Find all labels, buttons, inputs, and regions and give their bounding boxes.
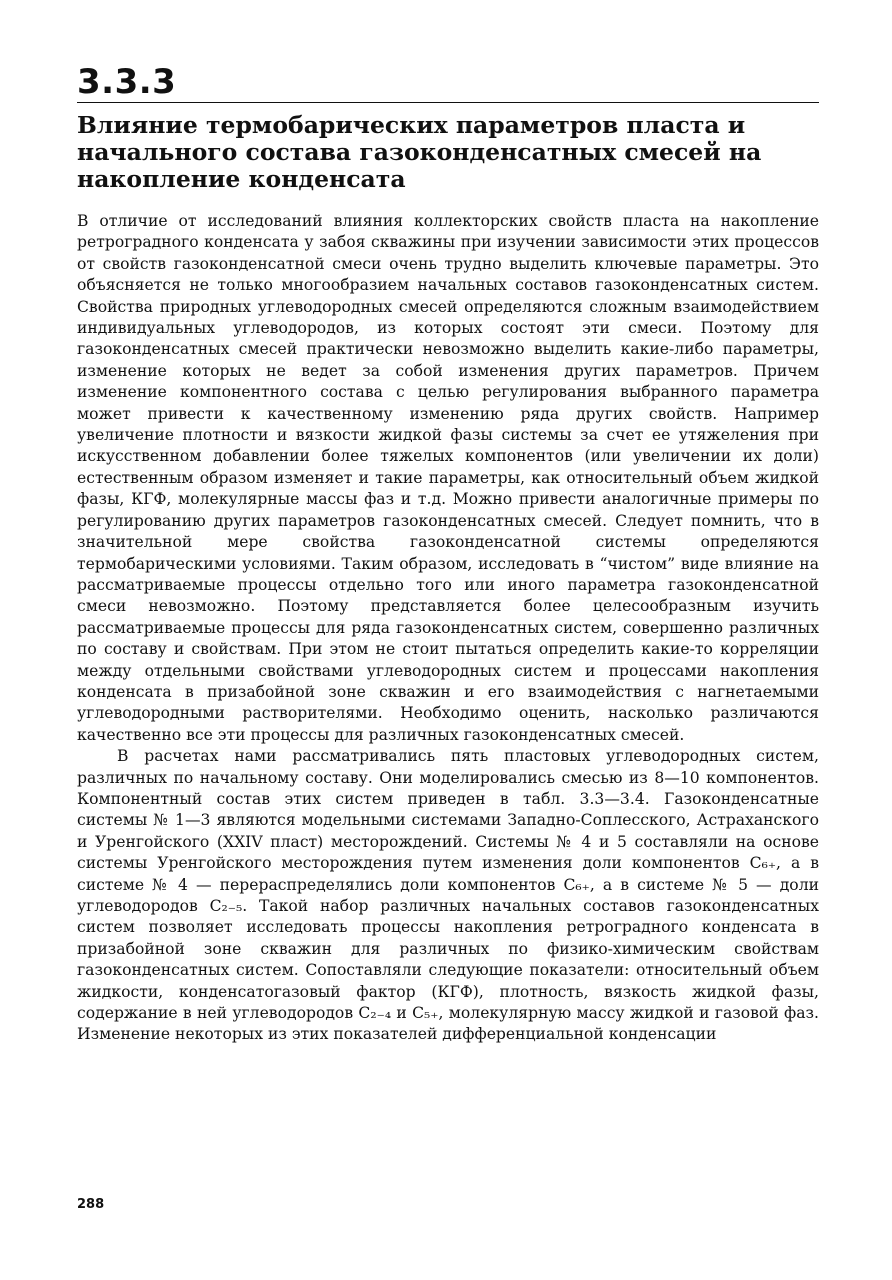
section-title: Влияние термобарических параметров пласта и начального состава газоконденсатных смесей на накопление конденсата [77, 111, 762, 193]
paragraph-2: В расчетах нами рассматривались пять пластовых углеводородных систем, различных по начальному составу. Они моделировались смесью из 8—10 компонентов. Компонентный состав этих систем приведен в табл. 3.3—3.4. Газоконденсатные системы № 1—3 являются модельными системами Западно-Соплесского, Астраханского и Уренгойского (XXIV пласт) месторождений. Системы № 4 и 5 составляли на основе системы Уренгойского месторождения путем изменения доли компонентов C₆₊, а в системе № 4 — перераспределялись доли компонентов C₆₊, а в системе № 5 — доли углеводородов C₂₋₅. Такой набор различных начальных составов газоконденсатных систем позволяет исследовать процессы накопления ретроградного конденсата в призабойной зоне скважин для различных по физико-химическим свойствам газоконденсатных систем. Сопоставляли следующие показатели: относительный объем жидкости, конденсатогазовый фактор (КГФ), плотность, вязкость жидкой фазы, содержание в ней углеводородов C₂₋₄ и C₅₊, молекулярную массу жидкой и газовой фаз. Изменение некоторых из этих показателей дифференциальной конденсации [77, 747, 819, 1044]
paragraph-1: В отличие от исследований влияния коллекторских свойств пласта на накопление ретроградного конденсата у забоя скважины при изучении зависимости этих процессов от свойств газоконденсатной смеси очень трудно выделить ключевые параметры. Это объясняется не только многообразием начальных составов газоконденсатных систем. Свойства природных углеводородных смесей определяются сложным взаимодействием индивидуальных углеводородов, из которых состоят эти смеси. Поэтому для газоконденсатных смесей практически невозможно выделить какие-либо параметры, изменение которых не ведет за собой изменения других параметров. Причем изменение компонентного состава с целью регулирования выбранного параметра может привести к качественному изменению ряда других свойств. Например увеличение плотности и вязкости жидкой фазы системы за счет ее утяжеления при искусственном добавлении более тяжелых компонентов (или увеличении их доли) естественным образом изменяет и такие параметры, как относительный объем жидкой фазы, КГФ, молекулярные массы фаз и т.д. Можно привести аналогичные примеры по регулированию других параметров газоконденсатных смесей. Следует помнить, что в значительной мере свойства газоконденсатной системы определяются термобарическими условиями. Таким образом, исследовать в “чистом” виде влияние на рассматриваемые процессы отдельно того или иного параметра газоконденсатной смеси невозможно. Поэтому представляется более целесообразным изучить рассматриваемые процессы для ряда газоконденсатных систем, совершенно различных по составу и свойствам. При этом не стоит пытаться определить какие-то корреляции между отдельными свойствами углеводородных систем и процессами накопления конденсата в призабойной зоне скважин и его взаимодействия с нагнетаемыми углеводородными растворителями. Необходимо оценить, насколько различаются качественно все эти процессы для различных газоконденсатных смесей. [77, 212, 819, 744]
page-number: 288 [77, 1197, 105, 1212]
heading-rule [77, 102, 819, 103]
section-number: 3.3.3 [77, 62, 177, 102]
body-text [77, 211, 819, 1046]
